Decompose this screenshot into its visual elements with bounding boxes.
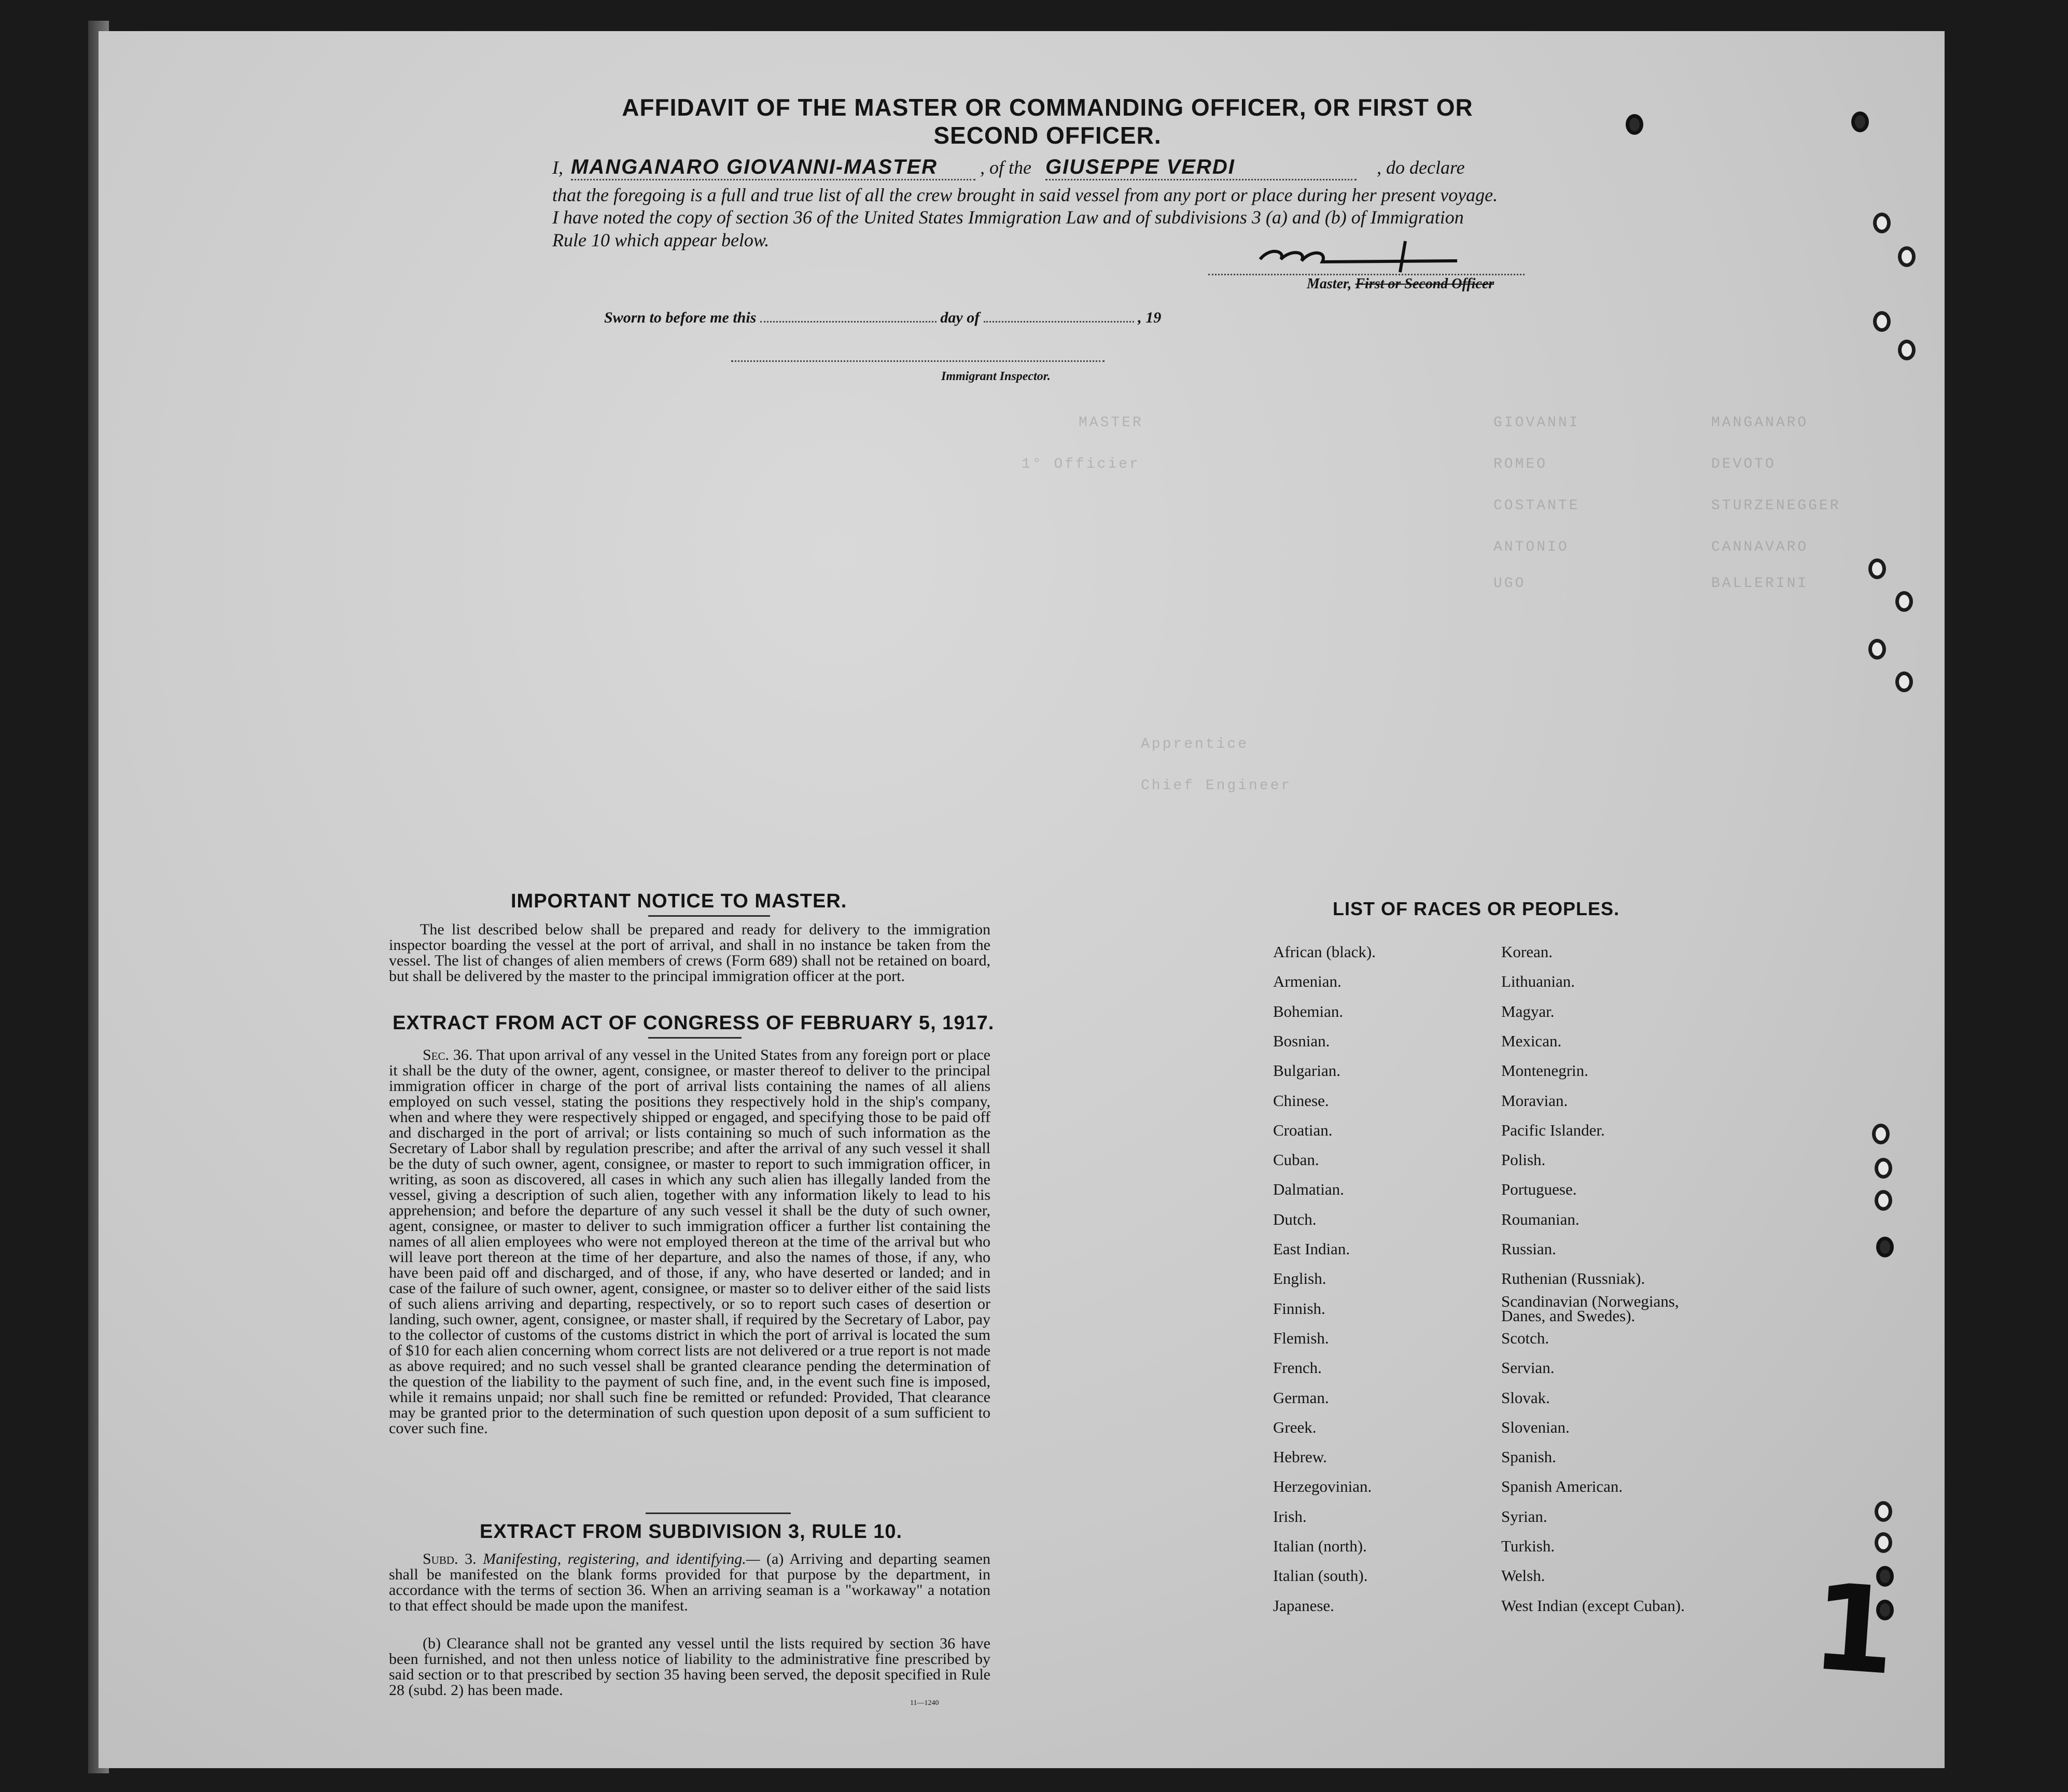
affidavit-line-1 <box>552 156 1465 180</box>
document-page <box>99 31 1945 1768</box>
act-text: That upon arrival of any vessel in the United States from any foreign port or place it shall be the duty of the owner, agent, consignee, or master thereof to deliver to the principal immigration officer in charge of the port of arrival lists containing the names of all aliens employed on such vessel, stating the positions they respectively hold in the ship's company, when and where they were respectively shipped or engaged, and specifying those to be paid off and discharged in the port of arrival; or lists containing so much of such information as the Secretary of Labor shall by regulation prescribe; and after the arrival of any such vessel it shall be the duty of such owner, agent, consignee, or master to report to such immigration officer, in writing, as soon as discovered, all cases in which any such alien has illegally landed from the vessel, giving a description of such alien, together with any information likely to lead to his apprehension; and before the departure of any such vessel it shall be the duty of such owner, agent, consignee, or master to deliver to such immigration officer a further list containing the names of all alien employees who were not employed thereon at the time of the arrival but who will leave port thereon at the time of her departure, and also the names of those, if any, who have been paid off and discharged, and of those, if any, who have deserted or landed; and in case of the failure of such owner, agent, consignee, or master so to deliver either of the said lists of such aliens arriving and departing, respectively, or so to report such cases of desertion or landing, such owner, agent, consignee, or master shall, if required by the Secretary of Labor, pay to the collector of customs of the customs district in which the port of arrival is located the sum of $10 for each alien concerning whom correct lists are not delivered or a true report is not made as above required; and no such vessel shall be granted clearance pending the determination of the question of the liability to the payment of such fine, and, in the event such fine is imposed, while it remains unpaid; nor shall such fine be remitted or refunded: Provided, That clearance may be granted prior to the determination of such question upon deposit of a sum sufficient to cover such fine. <box>389 1046 990 1437</box>
race-item: Scandinavian (Norwegians, Danes, and Swedes). <box>1501 1292 1679 1325</box>
race-item: Slovenian. <box>1501 1418 1570 1436</box>
race-item: Dutch. <box>1273 1210 1317 1228</box>
race-item: Flemish. <box>1273 1328 1329 1347</box>
binder-hole <box>1875 1532 1892 1553</box>
sworn-prefix: Sworn to before me this <box>604 309 757 326</box>
race-item: Moravian. <box>1501 1091 1568 1110</box>
race-item: Servian. <box>1501 1359 1555 1377</box>
race-item: Slovak. <box>1501 1388 1550 1407</box>
race-item: Chinese. <box>1273 1091 1329 1110</box>
race-item: Finnish. <box>1273 1299 1325 1318</box>
rule-text-a: (a) Arriving and departing seamen shall be manifested on the blank forms provided for that purpose by the department, in accordance with the terms of section 36. When an arriving seaman is a "workaway" a notation to that effect should be made upon the manifest. <box>389 1550 990 1614</box>
race-item: French. <box>1273 1359 1322 1377</box>
page-number-mark: 1 <box>1807 1558 1901 1702</box>
race-item: East Indian. <box>1273 1240 1350 1258</box>
binder-hole <box>1895 671 1913 692</box>
vessel-name-field: GIUSEPPE VERDI <box>1045 156 1357 180</box>
binder-hole <box>1873 213 1891 233</box>
rule-title: EXTRACT FROM SUBDIVISION 3, RULE 10. <box>480 1521 903 1543</box>
i-prefix: I, <box>552 157 563 178</box>
race-item: Croatian. <box>1273 1121 1333 1139</box>
binder-hole <box>1868 639 1886 660</box>
race-item: Irish. <box>1273 1507 1307 1525</box>
binder-hole <box>1872 1124 1890 1144</box>
inspector-caption: Immigrant Inspector. <box>941 370 1051 383</box>
race-item: Mexican. <box>1501 1031 1562 1050</box>
master-signature <box>1250 236 1530 277</box>
race-item: Spanish. <box>1501 1448 1556 1466</box>
race-item: Syrian. <box>1501 1507 1547 1525</box>
binder-hole <box>1895 591 1913 612</box>
race-item: Russian. <box>1501 1240 1556 1258</box>
binder-hole <box>1868 558 1886 579</box>
race-item: Polish. <box>1501 1151 1546 1169</box>
caption-officer-struck: First or Second Officer <box>1355 276 1494 292</box>
race-item: Bosnian. <box>1273 1031 1330 1050</box>
form-code: 11—1240 <box>910 1699 939 1707</box>
race-item: Japanese. <box>1273 1596 1334 1615</box>
race-item: English. <box>1273 1269 1326 1288</box>
race-item: Armenian. <box>1273 972 1342 991</box>
binder-hole <box>1875 1501 1892 1522</box>
binder-hole <box>1851 111 1869 132</box>
race-item: Bohemian. <box>1273 1002 1344 1020</box>
sworn-day-of: day of <box>940 309 980 326</box>
sworn-date-blank <box>760 321 937 323</box>
race-item: Turkish. <box>1501 1537 1555 1555</box>
race-item: Scotch. <box>1501 1328 1549 1347</box>
race-item: Dalmatian. <box>1273 1180 1344 1199</box>
affidavit-line-3: I have noted the copy of section 36 of the United States Immigration Law and of subdivisions 3 (a) and (b) of Immigration <box>552 207 1464 228</box>
notice-title-underline <box>648 915 770 917</box>
inspector-signature-line <box>731 360 1105 362</box>
notice-title: IMPORTANT NOTICE TO MASTER. <box>511 890 847 912</box>
sworn-month-blank <box>984 321 1134 323</box>
signature-caption <box>1307 276 1494 292</box>
rule-subd-b: (b) Clearance shall not be granted any vessel until the lists required by section 36 have been furnished, and not then unless notice of liability to the administrative fine prescribed by said section or to that prescribed by section 35 having been served, the deposit specified in Rule 28 (subd. 2) has been made. <box>389 1635 990 1699</box>
binder-hole <box>1875 1190 1892 1211</box>
affidavit-title: AFFIDAVIT OF THE MASTER OR COMMANDING OFFICER, OR FIRST OR SECOND OFFICER. <box>622 94 1473 149</box>
sworn-line <box>604 309 1161 327</box>
race-item: Welsh. <box>1501 1566 1545 1585</box>
caption-master: Master, <box>1307 276 1352 292</box>
affidavit-line-4: Rule 10 which appear below. <box>552 230 770 250</box>
race-item: Magyar. <box>1501 1002 1555 1020</box>
race-item: Portuguese. <box>1501 1180 1577 1199</box>
sworn-year: , 19 <box>1138 309 1162 326</box>
race-item: Pacific Islander. <box>1501 1121 1605 1139</box>
race-item: German. <box>1273 1388 1329 1407</box>
act-title-underline <box>648 1037 742 1039</box>
race-item: West Indian (except Cuban). <box>1501 1596 1685 1615</box>
race-item: Lithuanian. <box>1501 972 1575 991</box>
do-declare-text: , do declare <box>1376 157 1465 178</box>
race-item: Herzegovinian. <box>1273 1477 1372 1496</box>
race-item: Ruthenian (Russniak). <box>1501 1269 1645 1288</box>
act-sec-label: Sec. 36. <box>423 1046 473 1063</box>
master-name-field: MANGANARO GIOVANNI-MASTER <box>571 156 975 180</box>
rule-subd-a <box>389 1551 990 1614</box>
rule-subd-heading: Manifesting, registering, and identifying.— <box>483 1550 760 1567</box>
binder-hole <box>1873 311 1891 332</box>
notice-text: The list described below shall be prepared and ready for delivery to the immigration inspector boarding the vessel at the port of arrival, and shall in no instance be taken from the vessel. The list of changes of alien members of crews (Form 689) shall not be retained on board, but shall be delivered by the master to the principal immigration officer at the port. <box>389 921 990 985</box>
of-the-text: , of the <box>980 157 1031 178</box>
race-item: African (black). <box>1273 943 1376 961</box>
race-item: Hebrew. <box>1273 1448 1327 1466</box>
race-item: Roumanian. <box>1501 1210 1580 1228</box>
act-title: EXTRACT FROM ACT OF CONGRESS OF FEBRUARY 5, 1917. <box>393 1012 995 1034</box>
race-item: Italian (north). <box>1273 1537 1367 1555</box>
rule-subd-label: Subd. 3. <box>423 1550 477 1567</box>
signature-line <box>1208 274 1525 275</box>
binder-hole <box>1876 1237 1894 1257</box>
race-item: Montenegrin. <box>1501 1061 1588 1080</box>
affidavit-line-2: that the foregoing is a full and true list of all the crew brought in said vessel from any port or place during her present voyage. <box>552 185 1498 205</box>
binder-hole <box>1626 114 1643 135</box>
race-item: Spanish American. <box>1501 1477 1623 1496</box>
race-item: Cuban. <box>1273 1151 1319 1169</box>
race-item: Korean. <box>1501 943 1553 961</box>
races-title: LIST OF RACES OR PEOPLES. <box>1333 898 1620 919</box>
binder-hole <box>1898 246 1916 267</box>
race-item: Greek. <box>1273 1418 1317 1436</box>
binder-hole <box>1898 340 1916 360</box>
binder-hole <box>1875 1158 1892 1179</box>
race-item: Bulgarian. <box>1273 1061 1340 1080</box>
race-item: Italian (south). <box>1273 1566 1368 1585</box>
act-section-36 <box>389 1047 990 1436</box>
rule-title-rule <box>646 1513 791 1514</box>
